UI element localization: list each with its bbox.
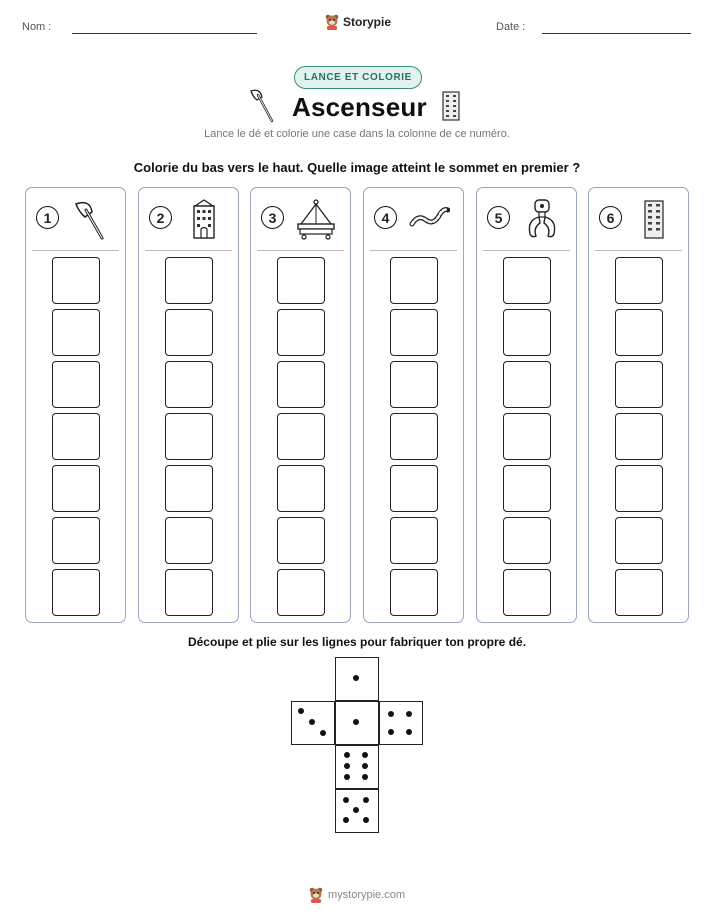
die-pip xyxy=(362,774,368,780)
color-box[interactable] xyxy=(52,257,100,304)
color-box[interactable] xyxy=(503,569,551,616)
die-pip xyxy=(298,708,304,714)
footer xyxy=(309,887,405,903)
column-1 xyxy=(25,187,126,623)
die-pip xyxy=(344,774,350,780)
color-box[interactable] xyxy=(52,517,100,564)
color-box[interactable] xyxy=(390,413,438,460)
die-pip xyxy=(406,711,412,717)
die-pip xyxy=(362,763,368,769)
color-box[interactable] xyxy=(615,361,663,408)
color-box[interactable] xyxy=(503,465,551,512)
color-box[interactable] xyxy=(277,361,325,408)
color-box[interactable] xyxy=(165,413,213,460)
die-face-one xyxy=(335,657,379,701)
date-label: Date : xyxy=(496,21,526,33)
color-box[interactable] xyxy=(165,465,213,512)
axe-icon xyxy=(70,198,112,240)
die-pip xyxy=(362,752,368,758)
game-instruction: Colorie du bas vers le haut. Quelle image atteint le sommet en premier ? xyxy=(133,160,581,175)
column-divider xyxy=(257,250,344,251)
elevator-platform-icon xyxy=(295,198,337,240)
page-subtitle: Lance le dé et colorie une case dans la colonne de ce numéro. xyxy=(204,128,510,140)
die-pip xyxy=(309,719,315,725)
color-box[interactable] xyxy=(615,517,663,564)
color-box[interactable] xyxy=(277,569,325,616)
color-box[interactable] xyxy=(615,309,663,356)
die-face-five xyxy=(335,789,379,833)
bear-mascot-icon xyxy=(309,887,323,903)
color-box[interactable] xyxy=(52,361,100,408)
name-label: Nom : xyxy=(22,21,52,33)
color-box[interactable] xyxy=(390,257,438,304)
bear-mascot-icon xyxy=(325,14,339,30)
brand-logo xyxy=(325,14,391,30)
activity-badge: LANCE ET COLORIE xyxy=(294,66,422,89)
color-box[interactable] xyxy=(503,413,551,460)
skyscraper-icon xyxy=(440,90,462,122)
die-face-four xyxy=(379,701,423,745)
color-box[interactable] xyxy=(52,465,100,512)
color-box[interactable] xyxy=(503,361,551,408)
column-divider xyxy=(370,250,457,251)
color-box[interactable] xyxy=(503,309,551,356)
column-divider xyxy=(32,250,119,251)
brand-name: Storypie xyxy=(343,15,392,29)
color-box[interactable] xyxy=(277,465,325,512)
column-divider xyxy=(145,250,232,251)
color-box[interactable] xyxy=(52,569,100,616)
column-4 xyxy=(363,187,464,623)
die-pip xyxy=(406,729,412,735)
claw-hook-icon xyxy=(521,198,563,240)
color-box[interactable] xyxy=(277,413,325,460)
date-line[interactable] xyxy=(542,33,691,34)
die-face-six xyxy=(335,745,379,789)
color-box[interactable] xyxy=(615,465,663,512)
column-number: 5 xyxy=(487,206,510,229)
die-pip xyxy=(344,752,350,758)
color-box[interactable] xyxy=(390,569,438,616)
color-box[interactable] xyxy=(277,517,325,564)
column-number: 3 xyxy=(261,206,284,229)
die-pip xyxy=(388,729,394,735)
column-divider xyxy=(595,250,682,251)
die-pip xyxy=(344,763,350,769)
cut-instruction: Découpe et plie sur les lignes pour fabriquer ton propre dé. xyxy=(187,635,527,649)
die-pip xyxy=(363,797,369,803)
column-number: 4 xyxy=(374,206,397,229)
color-box[interactable] xyxy=(615,257,663,304)
column-3 xyxy=(250,187,351,623)
die-face-one xyxy=(335,701,379,745)
column-6 xyxy=(588,187,689,623)
die-pip xyxy=(353,807,359,813)
die-pip xyxy=(353,675,359,681)
die-pip xyxy=(353,719,359,725)
color-box[interactable] xyxy=(390,465,438,512)
color-box[interactable] xyxy=(165,569,213,616)
color-box[interactable] xyxy=(390,309,438,356)
column-number: 1 xyxy=(36,206,59,229)
skyscraper-icon xyxy=(633,198,675,240)
color-box[interactable] xyxy=(390,517,438,564)
tower-icon xyxy=(183,198,225,240)
rope-icon xyxy=(408,198,450,240)
footer-url: mystorypie.com xyxy=(328,889,406,901)
color-box[interactable] xyxy=(52,413,100,460)
page-title: Ascenseur xyxy=(292,92,427,122)
die-pip xyxy=(363,817,369,823)
column-5 xyxy=(476,187,577,623)
name-line[interactable] xyxy=(72,33,257,34)
color-box[interactable] xyxy=(503,257,551,304)
axe-icon xyxy=(248,88,276,124)
column-number: 2 xyxy=(149,206,172,229)
color-box[interactable] xyxy=(165,309,213,356)
column-number: 6 xyxy=(599,206,622,229)
color-box[interactable] xyxy=(165,257,213,304)
color-box[interactable] xyxy=(165,517,213,564)
color-box[interactable] xyxy=(52,309,100,356)
color-box[interactable] xyxy=(615,569,663,616)
color-box[interactable] xyxy=(277,257,325,304)
die-pip xyxy=(320,730,326,736)
column-divider xyxy=(483,250,570,251)
die-pip xyxy=(343,817,349,823)
column-2 xyxy=(138,187,239,623)
die-face-three xyxy=(291,701,335,745)
color-box[interactable] xyxy=(503,517,551,564)
die-pip xyxy=(343,797,349,803)
color-box[interactable] xyxy=(277,309,325,356)
color-box[interactable] xyxy=(390,361,438,408)
color-box[interactable] xyxy=(615,413,663,460)
color-box[interactable] xyxy=(165,361,213,408)
die-pip xyxy=(388,711,394,717)
